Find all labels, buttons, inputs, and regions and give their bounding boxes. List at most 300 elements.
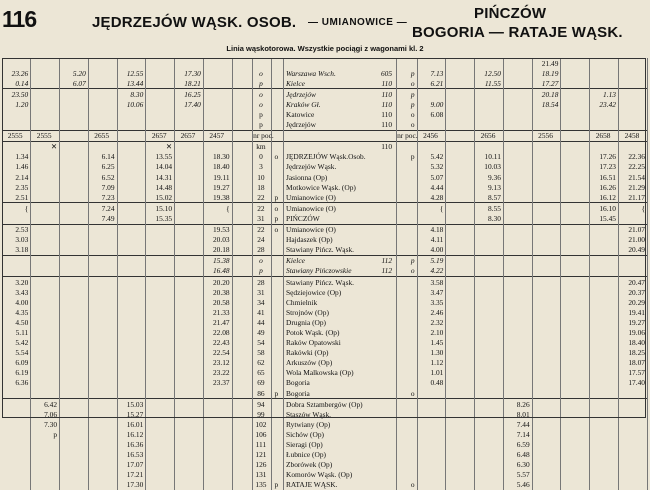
table-row xyxy=(2,388,648,399)
time-cell-left xyxy=(146,388,175,399)
time-cell-right xyxy=(446,460,475,470)
station-name: Warszawa Wsch. xyxy=(286,68,336,78)
station-name: Chmielnik xyxy=(286,297,318,307)
time-cell-right xyxy=(503,235,532,245)
table-row xyxy=(2,419,648,429)
station-name: Bogoria xyxy=(286,378,310,388)
time-cell-left xyxy=(60,152,89,162)
station-cell xyxy=(284,68,397,78)
time-cell-right xyxy=(532,388,561,399)
station-name: Raków Opatowski xyxy=(286,338,341,348)
time-cell-right xyxy=(397,409,418,419)
timetable-grid xyxy=(2,58,648,490)
time-cell-right xyxy=(446,130,475,141)
time-cell-left: 16.01 xyxy=(117,419,146,429)
arrival-flag-cell xyxy=(271,439,283,449)
time-cell-left: 17.30 xyxy=(117,480,146,490)
route-title-right: PIŃCZÓW xyxy=(474,5,547,22)
time-cell-right xyxy=(503,89,532,100)
arrival-flag-cell xyxy=(271,297,283,307)
time-cell-right xyxy=(561,409,590,419)
time-cell-left xyxy=(146,439,175,449)
table-row xyxy=(2,338,648,348)
time-cell-right: 5.46 xyxy=(503,480,532,490)
km-cell: 34 xyxy=(253,297,272,307)
arrival-flag-cell xyxy=(271,338,283,348)
time-cell-left: 15.10 xyxy=(146,203,175,214)
time-cell-left: 2655 xyxy=(88,130,117,141)
time-cell-left xyxy=(175,327,204,337)
time-cell-right xyxy=(618,480,647,490)
time-cell-right xyxy=(503,58,532,68)
station-cell xyxy=(284,388,397,399)
time-cell-left: 19.27 xyxy=(203,182,232,192)
time-cell-right xyxy=(532,287,561,297)
time-cell-left xyxy=(60,224,89,235)
time-cell-left xyxy=(232,266,253,277)
arrival-flag-cell xyxy=(271,348,283,358)
time-cell-left xyxy=(232,378,253,388)
time-cell-right xyxy=(590,68,619,78)
station-name: JĘDRZEJÓW Wąsk.Osob. xyxy=(286,152,366,162)
time-cell-left xyxy=(232,419,253,429)
time-cell-right: 1.45 xyxy=(417,338,446,348)
km-cell: 31 xyxy=(253,213,272,224)
time-cell-right xyxy=(475,141,504,152)
time-cell-right xyxy=(618,450,647,460)
time-cell-left xyxy=(60,192,89,203)
time-cell-right xyxy=(590,378,619,388)
table-row xyxy=(2,203,648,214)
time-cell-left xyxy=(232,89,253,100)
time-cell-right xyxy=(397,172,418,182)
time-cell-left: 20.18 xyxy=(203,245,232,256)
time-cell-left xyxy=(232,276,253,287)
time-cell-left xyxy=(31,162,60,172)
time-cell-left xyxy=(232,162,253,172)
time-cell-right: 21.00 xyxy=(618,235,647,245)
time-cell-right: 20.49 xyxy=(618,245,647,256)
time-cell-right xyxy=(618,460,647,470)
time-cell-right xyxy=(475,399,504,410)
time-cell-right xyxy=(561,348,590,358)
time-cell-right: 18.54 xyxy=(532,99,561,109)
km-cell: 86 xyxy=(253,388,272,399)
time-cell-right xyxy=(618,399,647,410)
time-cell-left xyxy=(88,429,117,439)
time-cell-right: o xyxy=(397,480,418,490)
time-cell-right xyxy=(590,429,619,439)
time-cell-left xyxy=(232,255,253,266)
time-cell-left xyxy=(175,388,204,399)
time-cell-right xyxy=(618,439,647,449)
time-cell-right: o xyxy=(397,109,418,119)
time-cell-left: 1.20 xyxy=(2,99,31,109)
time-cell-right xyxy=(503,255,532,266)
time-cell-left xyxy=(203,429,232,439)
time-cell-right xyxy=(618,109,647,119)
time-cell-right xyxy=(561,120,590,131)
time-cell-left xyxy=(2,399,31,410)
time-cell-right xyxy=(532,245,561,256)
time-cell-left xyxy=(146,276,175,287)
time-cell-left: 22.08 xyxy=(203,327,232,337)
station-name: Rytwiany (Op) xyxy=(286,419,331,429)
time-cell-left: 2.35 xyxy=(2,182,31,192)
station-name: Stawiany Pińcz. Wąsk. xyxy=(286,277,355,287)
time-cell-left xyxy=(117,192,146,203)
time-cell-right xyxy=(475,235,504,245)
time-cell-left xyxy=(146,419,175,429)
time-cell-right: 21.17 xyxy=(618,192,647,203)
time-cell-right xyxy=(590,224,619,235)
time-cell-right xyxy=(503,338,532,348)
time-cell-right xyxy=(532,276,561,287)
km-cell: 41 xyxy=(253,307,272,317)
time-cell-right: 16.12 xyxy=(590,192,619,203)
arrival-flag-cell xyxy=(271,429,283,439)
time-cell-right xyxy=(561,480,590,490)
time-cell-left: 14.04 xyxy=(146,162,175,172)
time-cell-right xyxy=(561,276,590,287)
time-cell-left xyxy=(31,213,60,224)
time-cell-left xyxy=(146,120,175,131)
time-cell-left: 2457 xyxy=(203,130,232,141)
time-cell-right xyxy=(561,399,590,410)
time-cell-right xyxy=(475,409,504,419)
time-cell-left xyxy=(117,213,146,224)
time-cell-left xyxy=(88,358,117,368)
km-cell: 28 xyxy=(253,276,272,287)
time-cell-left: 16.25 xyxy=(175,89,204,100)
arrival-flag-cell xyxy=(271,245,283,256)
time-cell-right xyxy=(397,224,418,235)
time-cell-left xyxy=(31,358,60,368)
station-name: Sichów (Op) xyxy=(286,429,324,439)
time-cell-right: 2656 xyxy=(475,130,504,141)
time-cell-left: 2.14 xyxy=(2,172,31,182)
time-cell-right xyxy=(618,78,647,89)
time-cell-left xyxy=(175,480,204,490)
table-row xyxy=(2,409,648,419)
time-cell-right xyxy=(561,172,590,182)
time-cell-left xyxy=(88,224,117,235)
time-cell-right xyxy=(475,439,504,449)
km-cell: 111 xyxy=(253,439,272,449)
time-cell-right xyxy=(561,460,590,470)
time-cell-right: 16.51 xyxy=(590,172,619,182)
time-cell-left xyxy=(60,213,89,224)
km-cell: 24 xyxy=(253,235,272,245)
time-cell-left: 21.33 xyxy=(203,307,232,317)
time-cell-right: { xyxy=(618,203,647,214)
time-cell-right xyxy=(446,152,475,162)
time-cell-right xyxy=(532,368,561,378)
time-cell-left xyxy=(2,409,31,419)
time-cell-right xyxy=(532,235,561,245)
time-cell-left xyxy=(175,224,204,235)
station-name: Katowice xyxy=(286,110,315,120)
time-cell-left xyxy=(117,120,146,131)
time-cell-right xyxy=(618,409,647,419)
time-cell-left: 23.26 xyxy=(2,68,31,78)
time-cell-left: 7.09 xyxy=(88,182,117,192)
table-row xyxy=(2,141,648,152)
time-cell-right: 18.40 xyxy=(618,338,647,348)
table-row xyxy=(2,327,648,337)
time-cell-right xyxy=(532,348,561,358)
time-cell-right xyxy=(590,338,619,348)
time-cell-left: ✕ xyxy=(146,141,175,152)
time-cell-right: 4.28 xyxy=(417,192,446,203)
time-cell-right: 6.48 xyxy=(503,450,532,460)
time-cell-right xyxy=(475,358,504,368)
table-row xyxy=(2,378,648,388)
time-cell-right xyxy=(503,120,532,131)
time-cell-left xyxy=(232,203,253,214)
time-cell-left xyxy=(88,317,117,327)
time-cell-left xyxy=(31,388,60,399)
time-cell-left: 18.40 xyxy=(203,162,232,172)
time-cell-right xyxy=(475,480,504,490)
time-cell-left xyxy=(232,409,253,419)
time-cell-left xyxy=(175,470,204,480)
time-cell-right xyxy=(397,297,418,307)
station-cell xyxy=(284,429,397,439)
time-cell-right xyxy=(503,162,532,172)
time-cell-left: 2555 xyxy=(2,130,31,141)
table-row xyxy=(2,213,648,224)
time-cell-right xyxy=(503,78,532,89)
time-cell-right: 2456 xyxy=(417,130,446,141)
time-cell-left xyxy=(31,439,60,449)
station-name: RATAJE WĄSK. xyxy=(286,480,338,490)
time-cell-right: 20.47 xyxy=(618,276,647,287)
time-cell-left: 13.44 xyxy=(117,78,146,89)
timetable-table xyxy=(2,58,648,490)
time-cell-left: 3.20 xyxy=(2,276,31,287)
table-ref: 112 xyxy=(381,266,393,276)
time-cell-right xyxy=(417,419,446,429)
arrival-flag-cell xyxy=(271,120,283,131)
time-cell-right: 3.35 xyxy=(417,297,446,307)
time-cell-right xyxy=(475,255,504,266)
km-cell: o xyxy=(253,68,272,78)
arrival-flag-cell xyxy=(271,255,283,266)
time-cell-left: 3.18 xyxy=(2,245,31,256)
station-cell xyxy=(284,297,397,307)
time-cell-left: 17.30 xyxy=(175,68,204,78)
arrival-flag-cell xyxy=(271,89,283,100)
station-cell xyxy=(284,192,397,203)
time-cell-left xyxy=(175,439,204,449)
time-cell-right xyxy=(590,276,619,287)
time-cell-right xyxy=(446,213,475,224)
station-cell xyxy=(284,162,397,172)
station-name: Jasionna (Op) xyxy=(286,172,328,182)
time-cell-right xyxy=(503,378,532,388)
time-cell-left xyxy=(203,141,232,152)
time-cell-right xyxy=(397,399,418,410)
time-cell-right xyxy=(590,419,619,429)
time-cell-right xyxy=(561,255,590,266)
table-row xyxy=(2,224,648,235)
km-cell xyxy=(253,58,272,68)
route-title-left: JĘDRZEJÓW WĄSK. OSOB. xyxy=(92,14,297,31)
time-cell-left: ✕ xyxy=(31,141,60,152)
time-cell-left: 20.03 xyxy=(203,235,232,245)
time-cell-right xyxy=(417,388,446,399)
table-ref: 110 xyxy=(381,89,393,99)
time-cell-left: 5.54 xyxy=(2,348,31,358)
time-cell-left xyxy=(31,68,60,78)
table-row xyxy=(2,235,648,245)
time-cell-left xyxy=(60,297,89,307)
time-cell-right: 8.01 xyxy=(503,409,532,419)
time-cell-left xyxy=(117,378,146,388)
time-cell-right xyxy=(561,213,590,224)
time-cell-right xyxy=(397,429,418,439)
km-cell: 22 xyxy=(253,224,272,235)
time-cell-left: 22.43 xyxy=(203,338,232,348)
time-cell-left xyxy=(88,78,117,89)
time-cell-left: 15.02 xyxy=(146,192,175,203)
table-row xyxy=(2,152,648,162)
station-cell xyxy=(284,460,397,470)
time-cell-left: { xyxy=(203,203,232,214)
time-cell-left xyxy=(60,235,89,245)
time-cell-right xyxy=(503,172,532,182)
time-cell-left: 20.58 xyxy=(203,297,232,307)
time-cell-left xyxy=(117,109,146,119)
km-cell: 3 xyxy=(253,162,272,172)
time-cell-right: 4.11 xyxy=(417,235,446,245)
arrival-flag-cell xyxy=(271,276,283,287)
time-cell-left xyxy=(88,439,117,449)
time-cell-right xyxy=(446,224,475,235)
time-cell-right xyxy=(532,327,561,337)
time-cell-left: 1.34 xyxy=(2,152,31,162)
time-cell-right xyxy=(590,358,619,368)
time-cell-left: 5.20 xyxy=(60,68,89,78)
station-cell xyxy=(284,130,397,141)
table-ref: 112 xyxy=(381,256,393,266)
time-cell-right xyxy=(561,338,590,348)
time-cell-left: 6.07 xyxy=(60,78,89,89)
arrival-flag-cell xyxy=(271,460,283,470)
time-cell-right xyxy=(446,276,475,287)
time-cell-right: 0.48 xyxy=(417,378,446,388)
time-cell-left xyxy=(146,460,175,470)
time-cell-left xyxy=(60,470,89,480)
time-cell-right: 2.32 xyxy=(417,317,446,327)
time-cell-right: 2458 xyxy=(618,130,647,141)
station-name: Umianowice (O) xyxy=(286,225,336,235)
time-cell-left: 22.54 xyxy=(203,348,232,358)
time-cell-right xyxy=(446,172,475,182)
time-cell-left xyxy=(175,307,204,317)
time-cell-left: 14.31 xyxy=(146,172,175,182)
time-cell-left xyxy=(117,130,146,141)
time-cell-left xyxy=(117,348,146,358)
time-cell-left xyxy=(232,470,253,480)
time-cell-left xyxy=(117,276,146,287)
time-cell-right xyxy=(618,141,647,152)
time-cell-right xyxy=(561,245,590,256)
time-cell-left xyxy=(60,172,89,182)
time-cell-right: 19.27 xyxy=(618,317,647,327)
station-cell xyxy=(284,378,397,388)
time-cell-right xyxy=(618,58,647,68)
arrival-flag-cell xyxy=(271,78,283,89)
table-row xyxy=(2,297,648,307)
time-cell-right xyxy=(590,450,619,460)
time-cell-right: 15.45 xyxy=(590,213,619,224)
time-cell-right xyxy=(590,120,619,131)
time-cell-right xyxy=(446,99,475,109)
time-cell-left xyxy=(146,450,175,460)
time-cell-left xyxy=(203,399,232,410)
km-cell: 121 xyxy=(253,450,272,460)
time-cell-right xyxy=(475,429,504,439)
time-cell-right: nr poc. xyxy=(397,131,418,141)
time-cell-left xyxy=(117,152,146,162)
time-cell-right xyxy=(503,266,532,277)
time-cell-left xyxy=(232,317,253,327)
time-cell-left xyxy=(60,203,89,214)
time-cell-right xyxy=(475,276,504,287)
km-cell: 65 xyxy=(253,368,272,378)
time-cell-right xyxy=(618,213,647,224)
time-cell-right xyxy=(475,348,504,358)
time-cell-right xyxy=(532,120,561,131)
time-cell-left xyxy=(31,287,60,297)
time-cell-right xyxy=(417,89,446,100)
time-cell-right xyxy=(618,388,647,399)
time-cell-right xyxy=(397,192,418,203)
table-ref: 110 xyxy=(381,120,393,130)
time-cell-right xyxy=(503,68,532,78)
time-cell-right xyxy=(446,368,475,378)
time-cell-left xyxy=(175,338,204,348)
arrival-flag-cell xyxy=(271,317,283,327)
time-cell-left xyxy=(175,141,204,152)
time-cell-left: 2.51 xyxy=(2,192,31,203)
time-cell-left xyxy=(175,182,204,192)
station-name: Drugnia (Op) xyxy=(286,317,327,327)
route-title-line2: BOGORIA — RATAJE WĄSK. xyxy=(412,24,623,41)
time-cell-right xyxy=(397,358,418,368)
time-cell-right: 21.07 xyxy=(618,224,647,235)
time-cell-right xyxy=(397,439,418,449)
time-cell-right xyxy=(446,109,475,119)
time-cell-left xyxy=(175,235,204,245)
time-cell-right: o xyxy=(397,120,418,131)
time-cell-right xyxy=(590,245,619,256)
time-cell-left xyxy=(2,388,31,399)
time-cell-left xyxy=(232,141,253,152)
station-cell xyxy=(284,99,397,109)
time-cell-right xyxy=(532,338,561,348)
time-cell-left xyxy=(60,162,89,172)
time-cell-right xyxy=(397,317,418,327)
time-cell-right xyxy=(503,327,532,337)
station-name: Staszów Wąsk. xyxy=(286,409,332,419)
time-cell-left: 5.11 xyxy=(2,327,31,337)
time-cell-left xyxy=(31,152,60,162)
time-cell-right xyxy=(532,109,561,119)
time-cell-left xyxy=(232,287,253,297)
